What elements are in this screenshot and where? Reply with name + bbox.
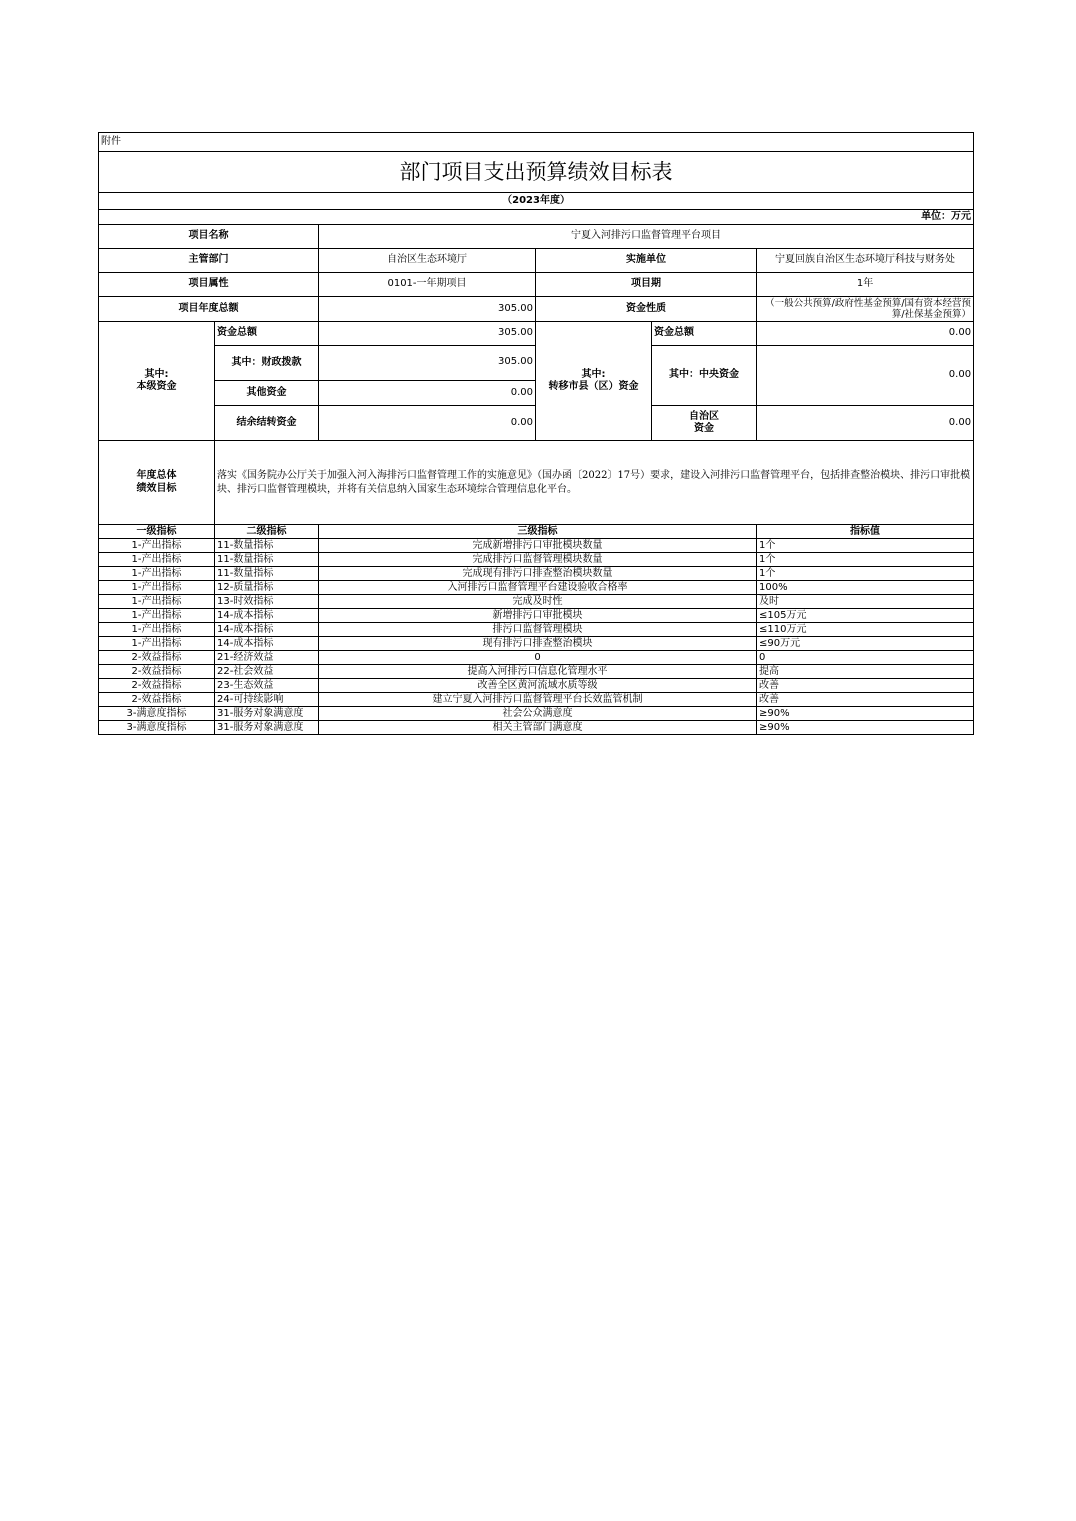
header-value: 指标值 bbox=[757, 525, 974, 539]
indicator-value: ≤105万元 bbox=[757, 609, 974, 623]
indicator-level2: 24-可持续影响 bbox=[215, 693, 319, 707]
header-level2: 二级指标 bbox=[215, 525, 319, 539]
indicator-level3: 排污口监督管理模块 bbox=[319, 623, 757, 637]
indicator-level3: 入河排污口监督管理平台建设验收合格率 bbox=[319, 581, 757, 595]
fund-nature-label: 资金性质 bbox=[536, 297, 757, 322]
indicator-value: 0 bbox=[757, 651, 974, 665]
indicator-level2: 13-时效指标 bbox=[215, 595, 319, 609]
indicator-level1: 2-效益指标 bbox=[99, 679, 215, 693]
indicator-row bbox=[99, 721, 974, 735]
indicator-level2: 11-数量指标 bbox=[215, 539, 319, 553]
indicator-level2: 31-服务对象满意度 bbox=[215, 707, 319, 721]
impl-unit-value: 宁夏回族自治区生态环境厅科技与财务处 bbox=[757, 249, 974, 273]
indicator-value: ≤110万元 bbox=[757, 623, 974, 637]
indicator-level1: 2-效益指标 bbox=[99, 693, 215, 707]
indicator-row bbox=[99, 539, 974, 553]
other-funds-label: 其他资金 bbox=[215, 381, 319, 406]
unit-label: 单位：万元 bbox=[99, 210, 974, 225]
dept-value: 自治区生态环境厅 bbox=[319, 249, 536, 273]
indicator-level2: 22-社会效益 bbox=[215, 665, 319, 679]
indicator-level3: 0 bbox=[319, 651, 757, 665]
indicator-value: 1个 bbox=[757, 567, 974, 581]
indicator-level2: 14-成本指标 bbox=[215, 609, 319, 623]
indicator-row bbox=[99, 707, 974, 721]
performance-target-table bbox=[98, 132, 974, 735]
fund-nature-value: （一般公共预算/政府性基金预算/国有资本经营预算/社保基金预算） bbox=[757, 297, 974, 322]
local-funds-group-label: 其中: 本级资金 bbox=[99, 322, 215, 441]
fiscal-allocation-value: 305.00 bbox=[319, 346, 536, 381]
central-funds-label: 其中：中央资金 bbox=[652, 346, 757, 406]
year-label: （2023年度） bbox=[99, 193, 974, 210]
transfer-total-value: 0.00 bbox=[757, 322, 974, 346]
indicator-level1: 1-产出指标 bbox=[99, 609, 215, 623]
page-title: 部门项目支出预算绩效目标表 bbox=[99, 152, 974, 193]
region-funds-value: 0.00 bbox=[757, 406, 974, 441]
indicator-value: 1个 bbox=[757, 553, 974, 567]
indicator-rows bbox=[99, 539, 974, 735]
annual-goal-text: 落实《国务院办公厅关于加强入河入海排污口监督管理工作的实施意见》（国办函〔2022〕17号）要求，建设入河排污口监督管理平台，包括排查整治模块、排污口审批模块、排污口监督管理模块，并将有关信息纳入国家生态环境综合管理信息化平台。 bbox=[215, 441, 974, 525]
indicator-level3: 完成及时性 bbox=[319, 595, 757, 609]
indicator-row bbox=[99, 581, 974, 595]
carryover-funds-label: 结余结转资金 bbox=[215, 406, 319, 441]
project-name-label: 项目名称 bbox=[99, 225, 319, 249]
indicator-value: ≥90% bbox=[757, 707, 974, 721]
indicator-level3: 完成新增排污口审批模块数量 bbox=[319, 539, 757, 553]
project-attr-label: 项目属性 bbox=[99, 273, 319, 297]
indicator-row bbox=[99, 595, 974, 609]
annual-total-label: 项目年度总额 bbox=[99, 297, 319, 322]
indicator-level2: 14-成本指标 bbox=[215, 637, 319, 651]
indicator-level1: 1-产出指标 bbox=[99, 553, 215, 567]
project-period-value: 1年 bbox=[757, 273, 974, 297]
indicator-level3: 完成排污口监督管理模块数量 bbox=[319, 553, 757, 567]
indicator-row bbox=[99, 609, 974, 623]
indicator-level3: 社会公众满意度 bbox=[319, 707, 757, 721]
indicator-level2: 12-质量指标 bbox=[215, 581, 319, 595]
indicator-row bbox=[99, 693, 974, 707]
indicator-level2: 14-成本指标 bbox=[215, 623, 319, 637]
indicator-row bbox=[99, 623, 974, 637]
carryover-funds-value: 0.00 bbox=[319, 406, 536, 441]
indicator-value: 改善 bbox=[757, 679, 974, 693]
transfer-funds-group-label: 其中: 转移市县（区）资金 bbox=[536, 322, 652, 441]
annual-goal-label: 年度总体 绩效目标 bbox=[99, 441, 215, 525]
indicator-level1: 1-产出指标 bbox=[99, 539, 215, 553]
indicator-value: 100% bbox=[757, 581, 974, 595]
indicator-level1: 3-满意度指标 bbox=[99, 721, 215, 735]
indicator-level3: 现有排污口排查整治模块 bbox=[319, 637, 757, 651]
header-level3: 三级指标 bbox=[319, 525, 757, 539]
indicator-level2: 31-服务对象满意度 bbox=[215, 721, 319, 735]
attachment-label: 附件 bbox=[99, 133, 974, 152]
indicator-level1: 3-满意度指标 bbox=[99, 707, 215, 721]
indicator-level1: 2-效益指标 bbox=[99, 665, 215, 679]
indicator-value: 1个 bbox=[757, 539, 974, 553]
project-attr-value: 0101-一年期项目 bbox=[319, 273, 536, 297]
indicator-level3: 相关主管部门满意度 bbox=[319, 721, 757, 735]
region-funds-label: 自治区 资金 bbox=[652, 406, 757, 441]
indicator-row bbox=[99, 637, 974, 651]
project-period-label: 项目期 bbox=[536, 273, 757, 297]
indicator-level1: 2-效益指标 bbox=[99, 651, 215, 665]
indicator-level3: 新增排污口审批模块 bbox=[319, 609, 757, 623]
dept-label: 主管部门 bbox=[99, 249, 319, 273]
indicator-value: ≥90% bbox=[757, 721, 974, 735]
header-level1: 一级指标 bbox=[99, 525, 215, 539]
fiscal-allocation-label: 其中：财政拨款 bbox=[215, 346, 319, 381]
indicator-level1: 1-产出指标 bbox=[99, 595, 215, 609]
indicator-level3: 建立宁夏入河排污口监督管理平台长效监管机制 bbox=[319, 693, 757, 707]
indicator-row bbox=[99, 567, 974, 581]
local-total-value: 305.00 bbox=[319, 322, 536, 346]
indicator-level3: 提高入河排污口信息化管理水平 bbox=[319, 665, 757, 679]
indicator-level1: 1-产出指标 bbox=[99, 567, 215, 581]
indicator-value: 及时 bbox=[757, 595, 974, 609]
indicator-row bbox=[99, 651, 974, 665]
indicator-level1: 1-产出指标 bbox=[99, 623, 215, 637]
indicator-value: ≤90万元 bbox=[757, 637, 974, 651]
indicator-level2: 11-数量指标 bbox=[215, 553, 319, 567]
indicator-header-row bbox=[99, 525, 974, 539]
indicator-value: 改善 bbox=[757, 693, 974, 707]
local-total-label: 资金总额 bbox=[215, 322, 319, 346]
indicator-value: 提高 bbox=[757, 665, 974, 679]
indicator-level2: 23-生态效益 bbox=[215, 679, 319, 693]
impl-unit-label: 实施单位 bbox=[536, 249, 757, 273]
indicator-row bbox=[99, 553, 974, 567]
indicator-level1: 1-产出指标 bbox=[99, 637, 215, 651]
indicator-level3: 改善全区黄河流域水质等级 bbox=[319, 679, 757, 693]
indicator-row bbox=[99, 665, 974, 679]
other-funds-value: 0.00 bbox=[319, 381, 536, 406]
indicator-level3: 完成现有排污口排查整治模块数量 bbox=[319, 567, 757, 581]
indicator-row bbox=[99, 679, 974, 693]
transfer-total-label: 资金总额 bbox=[652, 322, 757, 346]
indicator-level2: 11-数量指标 bbox=[215, 567, 319, 581]
indicator-level2: 21-经济效益 bbox=[215, 651, 319, 665]
annual-total-value: 305.00 bbox=[319, 297, 536, 322]
indicator-level1: 1-产出指标 bbox=[99, 581, 215, 595]
project-name-value: 宁夏入河排污口监督管理平台项目 bbox=[319, 225, 974, 249]
central-funds-value: 0.00 bbox=[757, 346, 974, 406]
